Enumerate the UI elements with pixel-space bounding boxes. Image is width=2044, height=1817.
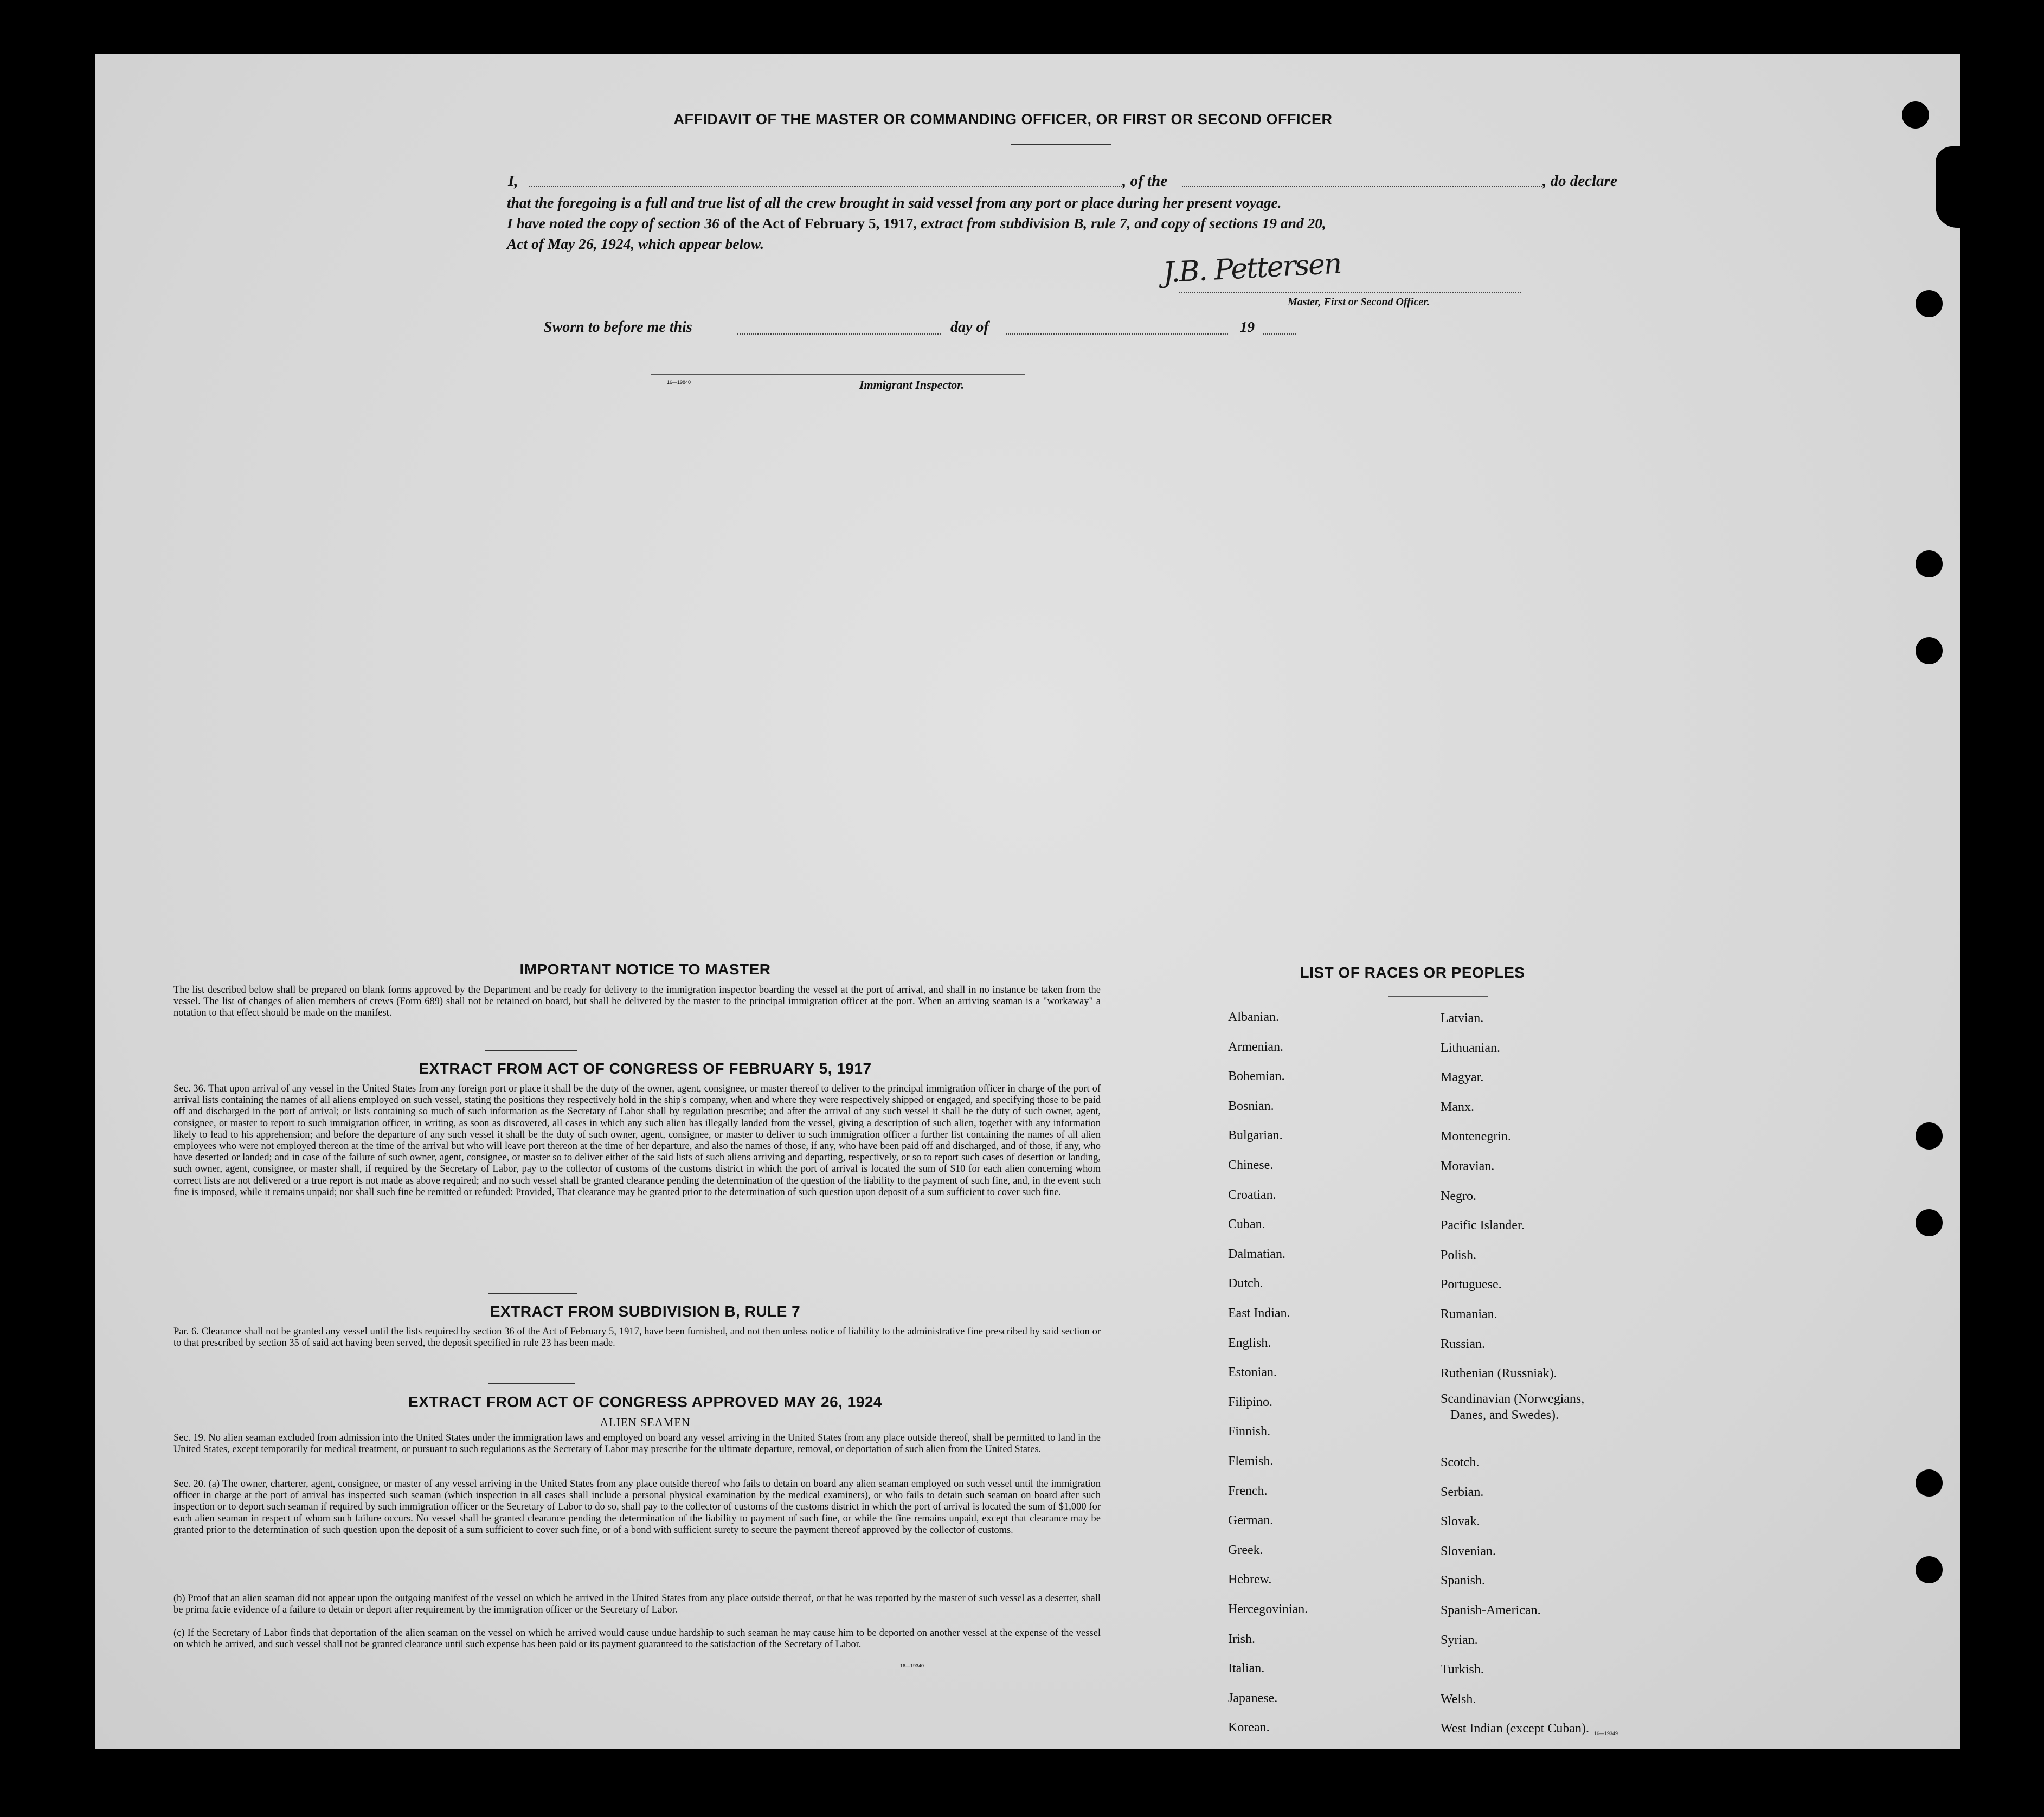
race-entry: Filipino. [1228,1395,1273,1409]
race-entry: Lithuanian. [1441,1041,1500,1055]
subdivision-b-body: Par. 6. Clearance shall not be granted any vessel until the lists required by section 36 of the Act of February 5, 1917, have been furnished, and not then unless notice of liability to the administrative fine prescribed by said section or to that prescribed by section 35 of said act having been served, the deposit specified in rule 23 has been made. [173,1326,1101,1349]
sworn-label: Sworn to before me this [544,319,692,336]
extract-1917-body: Sec. 36. That upon arrival of any vessel in the United States from any foreign port or place it shall be the duty of the owner, agent, consignee, or master thereof to deliver to the principal immigration officer in charge of the port of arrival lists containing the names of all aliens employed on such vessel, stating the positions they respectively hold in the ship's company, when and where they were respectively shipped or engaged, and specifying those to be paid off and discharged in the port of arrival; or lists containing so much of such information as the Secretary of Labor shall by regulation prescribe; and after the arrival of any such vessel it shall be the duty of such owner, agent, consignee, or master to report to such immigration officer, in writing, as soon as discovered, all cases in which any such alien has illegally landed from the vessel, giving a description of such alien, together with any information likely to lead to his apprehension; and before the departure of any such vessel it shall be the duty of such owner, agent, consignee, or master to deliver to such immigration officer a further list containing the names of all alien employees who were not employed thereon at the time of the arrival but who will leave port thereon at the time of her departure, and also the names of those, if any, who have been paid off and discharged, and of those, if any, who have deserted or landed; and in case of the failure of such owner, agent, consignee, or master so to deliver either of the said lists of such aliens arriving and departing, respectively, or so to report such cases of desertion or landing, such owner, agent, consignee, or master shall, if required by the Secretary of Labor, pay to the collector of customs of the customs district in which the port of arrival is located the sum of $10 for each alien concerning whom correct lists are not delivered or a true report is not made as above required; and no such vessel shall be granted clearance pending the determination of the question of the liability to the payment of such fine, and, in the event such fine is imposed, while it remains unpaid; nor shall such fine be remitted or refunded: Provided, That clearance may be granted prior to the determination of such question upon deposit of a sum sufficient to cover such fine. [173,1083,1101,1198]
race-entry: Spanish-American. [1441,1603,1541,1617]
inspector-caption: Immigrant Inspector. [859,378,965,391]
sworn-day-field[interactable] [737,333,941,335]
form-code: 16—19349 [1594,1731,1618,1736]
race-entry: German. [1228,1513,1274,1528]
race-entry: English. [1228,1336,1271,1350]
race-entry: Armenian. [1228,1039,1283,1054]
race-entry: Turkish. [1441,1662,1484,1677]
race-entry: Slovenian. [1441,1544,1496,1558]
race-entry: Dutch. [1228,1276,1263,1291]
punch-hole [1916,1469,1943,1497]
race-entry: Finnish. [1228,1424,1271,1439]
affidavit-statement [507,192,1537,254]
extract-1924-section-20c: (c) If the Secretary of Labor finds that deportation of the alien seaman on the vessel on which he arrived would cause undue hardship to such seaman he may cause him to be deported on another vessel at the expense of the vessel on which he arrived, and such vessel shall not be granted clearance until such expense has been paid or its payment guaranteed to the satisfaction of the Secretary of Labor. [173,1628,1101,1651]
signature-caption: Master, First or Second Officer. [1288,296,1430,308]
signature: J.B. Pettersen [1162,247,1342,290]
extract-1917-title: EXTRACT FROM ACT OF CONGRESS OF FEBRUARY 5, 1917 [419,1060,872,1077]
subdivision-b-title: EXTRACT FROM SUBDIVISION B, RULE 7 [490,1303,801,1320]
race-entry: Moravian. [1441,1159,1495,1173]
section-divider [485,1050,577,1051]
races-title: LIST OF RACES OR PEOPLES [1300,964,1525,981]
statement-line: that the foregoing is a full and true list of all the crew brought in said vessel from any port or place during her present voyage. [507,194,1282,211]
race-entry: Bohemian. [1228,1069,1285,1084]
race-entry: Flemish. [1228,1454,1274,1468]
race-entry: Hebrew. [1228,1572,1272,1587]
title-divider [1011,144,1111,145]
punch-hole [1916,1122,1943,1150]
race-entry: Ruthenian (Russniak). [1441,1366,1557,1381]
race-entry: Cuban. [1228,1217,1265,1232]
affiant-prefix: I, [508,172,518,190]
extract-1924-title: EXTRACT FROM ACT OF CONGRESS APPROVED MAY 26, 1924 [408,1394,882,1410]
affidavit-title: AFFIDAVIT OF THE MASTER OR COMMANDING OFFICER, OR FIRST OR SECOND OFFICER [673,111,1333,127]
of-the-label: , of the [1122,172,1167,190]
torn-edge [1936,146,1963,228]
sworn-year-field[interactable] [1263,333,1296,335]
race-entry: East Indian. [1228,1306,1290,1320]
race-entry: Chinese. [1228,1158,1274,1172]
race-entry: Bulgarian. [1228,1128,1283,1143]
race-entry: Korean. [1228,1720,1270,1735]
race-entry: Magyar. [1441,1070,1484,1085]
race-entry: French. [1228,1484,1268,1498]
signature-line [1179,292,1521,293]
extract-1924-section-19: Sec. 19. No alien seaman excluded from admission into the United States under the immigration laws and employed on board any vessel arriving in the United States from any place outside thereof, shall be permitted to land in the United States, except temporarily for medical treatment, or pursuant to such regulations as the Secretary of Labor may prescribe for the ultimate departure, removal, or deportation of such alien from the United States. [173,1433,1101,1455]
race-entry: Spanish. [1441,1574,1486,1588]
statement-line: Act of May 26, 1924, which appear below. [507,235,764,252]
punch-hole [1902,101,1929,129]
race-entry: Negro. [1441,1189,1476,1203]
section-divider [488,1383,575,1384]
notice-title: IMPORTANT NOTICE TO MASTER [519,961,771,978]
race-entry: Italian. [1228,1661,1265,1676]
race-entry: Hercegovinian. [1228,1602,1308,1616]
race-entry: Japanese. [1228,1691,1278,1705]
punch-hole [1916,1556,1943,1583]
race-entry: Bosnian. [1228,1099,1274,1113]
race-entry: Estonian. [1228,1365,1277,1380]
affiant-name-field[interactable] [529,186,1122,187]
race-entry: Pacific Islander. [1441,1218,1525,1233]
race-entry: Scotch. [1441,1455,1480,1469]
race-entry: Irish. [1228,1632,1255,1646]
section-divider [488,1293,577,1294]
punch-hole [1916,550,1943,577]
section-divider [1388,996,1488,997]
sworn-month-field[interactable] [1006,333,1228,335]
race-entry: Slovak. [1441,1514,1480,1529]
race-entry: Syrian. [1441,1633,1478,1647]
notice-body: The list described below shall be prepared on blank forms approved by the Department and be ready for delivery to the immigration inspector boarding the vessel at the port of arrival, and shall in no instance be taken from the vessel. The list of changes of alien members of crews (Form 689) shall not be retained on board, but shall be delivered by the master to the principal immigration officer at the port. When an arriving seaman is a "workaway" a notation to that effect should be made on the manifest. [173,985,1101,1019]
race-entry: Manx. [1441,1100,1474,1114]
race-entry: Rumanian. [1441,1307,1497,1321]
race-entry: West Indian (except Cuban). [1441,1722,1589,1736]
race-entry: Scandinavian (Norwegians, Danes, and Swedes). [1441,1391,1585,1422]
punch-hole [1916,637,1943,664]
punch-hole [1916,290,1943,317]
race-entry: Albanian. [1228,1010,1279,1024]
document-page [95,54,1960,1749]
punch-hole [1916,1209,1943,1236]
form-code: 16—19840 [667,380,691,385]
inspector-signature-line [651,374,1025,375]
race-entry: Croatian. [1228,1187,1276,1202]
do-declare-label: , do declare [1542,172,1617,190]
day-of-label: day of [950,319,989,336]
race-entry: Welsh. [1441,1692,1476,1706]
race-entry: Montenegrin. [1441,1129,1511,1144]
race-entry: Greek. [1228,1543,1263,1557]
statement-line: I have noted the copy of section 36 of the Act of February 5, 1917, extract from subdivision B, rule 7, and copy of sections 19 and 20, [507,215,1326,232]
form-code: 16—19340 [900,1663,924,1668]
race-entry: Serbian. [1441,1485,1484,1499]
race-entry: Latvian. [1441,1011,1484,1025]
race-entry: Portuguese. [1441,1277,1502,1292]
race-entry: Dalmatian. [1228,1247,1285,1261]
extract-1924-section-20b: (b) Proof that an alien seaman did not appear upon the outgoing manifest of the vessel on which he arrived in the United States from any place outside thereof, or that he was reported by the master of such vessel as a deserter, shall be prima facie evidence of a failure to detain or deport after requirement by the immigration officer or the Secretary of Labor. [173,1593,1101,1616]
vessel-name-field[interactable] [1182,186,1542,187]
alien-seamen-subtitle: ALIEN SEAMEN [600,1416,691,1429]
race-entry: Polish. [1441,1248,1477,1262]
year-prefix: 19 [1240,319,1255,335]
race-entry: Russian. [1441,1337,1486,1351]
extract-1924-section-20a: Sec. 20. (a) The owner, charterer, agent, consignee, or master of any vessel arriving in the United States from any place outside thereof who fails to detain on board any alien seaman employed on such vessel until the immigration officer in charge at the port of arrival has inspected such seaman (which inspection in all cases shall include a personal physical examination by the medical examiners), or who fails to detain such seaman on board after such inspection or to deport such seaman if required by such immigration officer or the Secretary of Labor to do so, shall pay to the collector of customs of the customs district in which the port of arrival is located the sum of $1,000 for each alien seaman in respect of whom such failure occurs. No vessel shall be granted clearance pending the determination of the liability to payment of such fine, or while the fine remains unpaid, except that clearance may be granted prior to the determination of such question upon the deposit of a sum sufficient to cover such fine, or of a bond with sufficient surety to secure the payment thereof approved by the collector of customs. [173,1479,1101,1536]
